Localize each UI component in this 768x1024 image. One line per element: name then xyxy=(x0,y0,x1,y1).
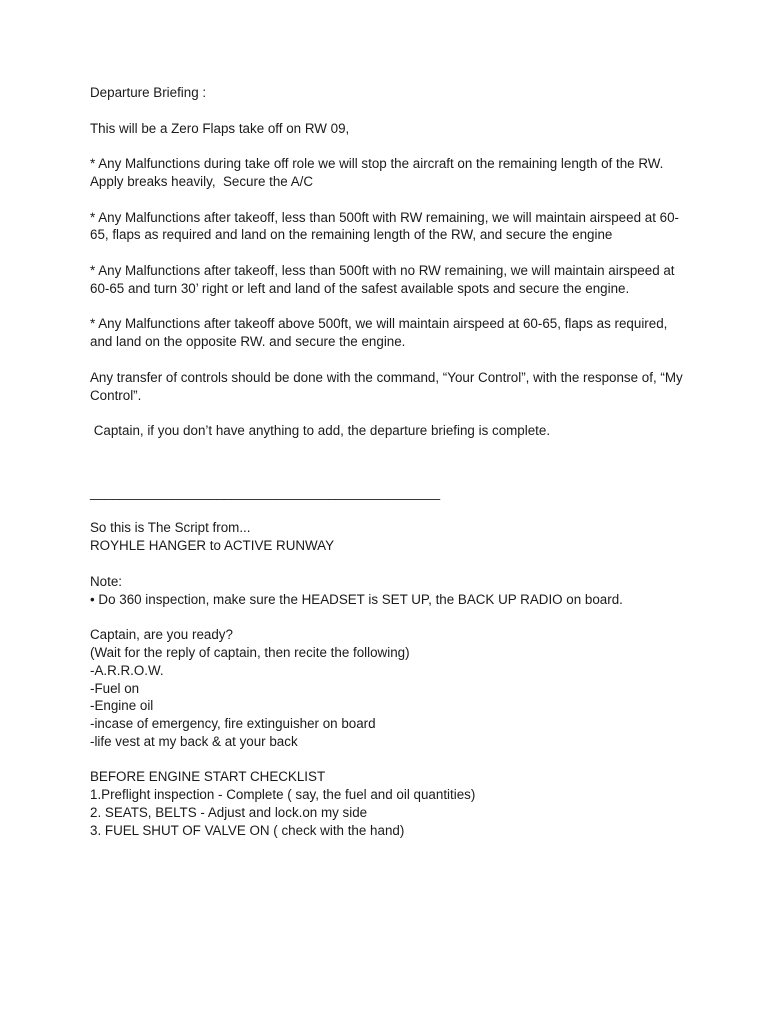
briefing-intro: This will be a Zero Flaps take off on RW 09, xyxy=(90,120,350,136)
briefing-closing: Captain, if you don’t have anything to add, the departure briefing is complete. xyxy=(90,423,551,439)
list-item: -Fuel on xyxy=(90,680,140,696)
briefing-item-3: * Any Malfunctions after takeoff, less than 500ft with no RW remaining, we will maintain airspeed at 60-65 and turn 30’ right or left and land of the safest available spots and secure the engine. xyxy=(90,262,679,296)
briefing-item-1: * Any Malfunctions during take off role we will stop the aircraft on the remaining length of the RW. Apply breaks heavily, Secure the A/C xyxy=(90,156,671,189)
briefing-item-4: * Any Malfunctions after takeoff above 500ft, we will maintain airspeed at 60-65, flaps as required, and land on the opposite RW. and secure the engine. xyxy=(90,316,672,350)
document-page xyxy=(90,84,690,840)
script-line-2: ROYHLE HANGER to ACTIVE RUNWAY xyxy=(90,538,335,554)
checklist-item: 1.Preflight inspection - Complete ( say, the fuel and oil quantities) xyxy=(90,787,476,803)
checklist-title: BEFORE ENGINE START CHECKLIST xyxy=(90,769,326,785)
checklist-item: 3. FUEL SHUT OF VALVE ON ( check with the hand) xyxy=(90,822,405,838)
divider-line: _______________________________________________ xyxy=(90,484,441,500)
instruction-line: (Wait for the reply of captain, then recite the following) xyxy=(90,644,410,660)
list-item: -life vest at my back & at your back xyxy=(90,733,298,749)
list-item: -A.R.R.O.W. xyxy=(90,662,164,678)
briefing-item-2: * Any Malfunctions after takeoff, less than 500ft with RW remaining, we will maintain airspeed at 60-65, flaps as required and land on the remaining length of the RW, and secure the engine xyxy=(90,209,679,243)
briefing-heading: Departure Briefing : xyxy=(90,85,207,100)
briefing-transfer: Any transfer of controls should be done with the command, “Your Control”, with the response of, “My Control”. xyxy=(90,369,687,403)
note-item: • Do 360 inspection, make sure the HEADSET is SET UP, the BACK UP RADIO on board. xyxy=(90,591,623,607)
note-label: Note: xyxy=(90,573,123,589)
list-item: -incase of emergency, fire extinguisher on board xyxy=(90,716,376,732)
script-line-1: So this is The Script from... xyxy=(90,520,251,536)
captain-question: Captain, are you ready? xyxy=(90,627,233,643)
list-item: -Engine oil xyxy=(90,698,154,714)
checklist-item: 2. SEATS, BELTS - Adjust and lock.on my side xyxy=(90,805,368,821)
